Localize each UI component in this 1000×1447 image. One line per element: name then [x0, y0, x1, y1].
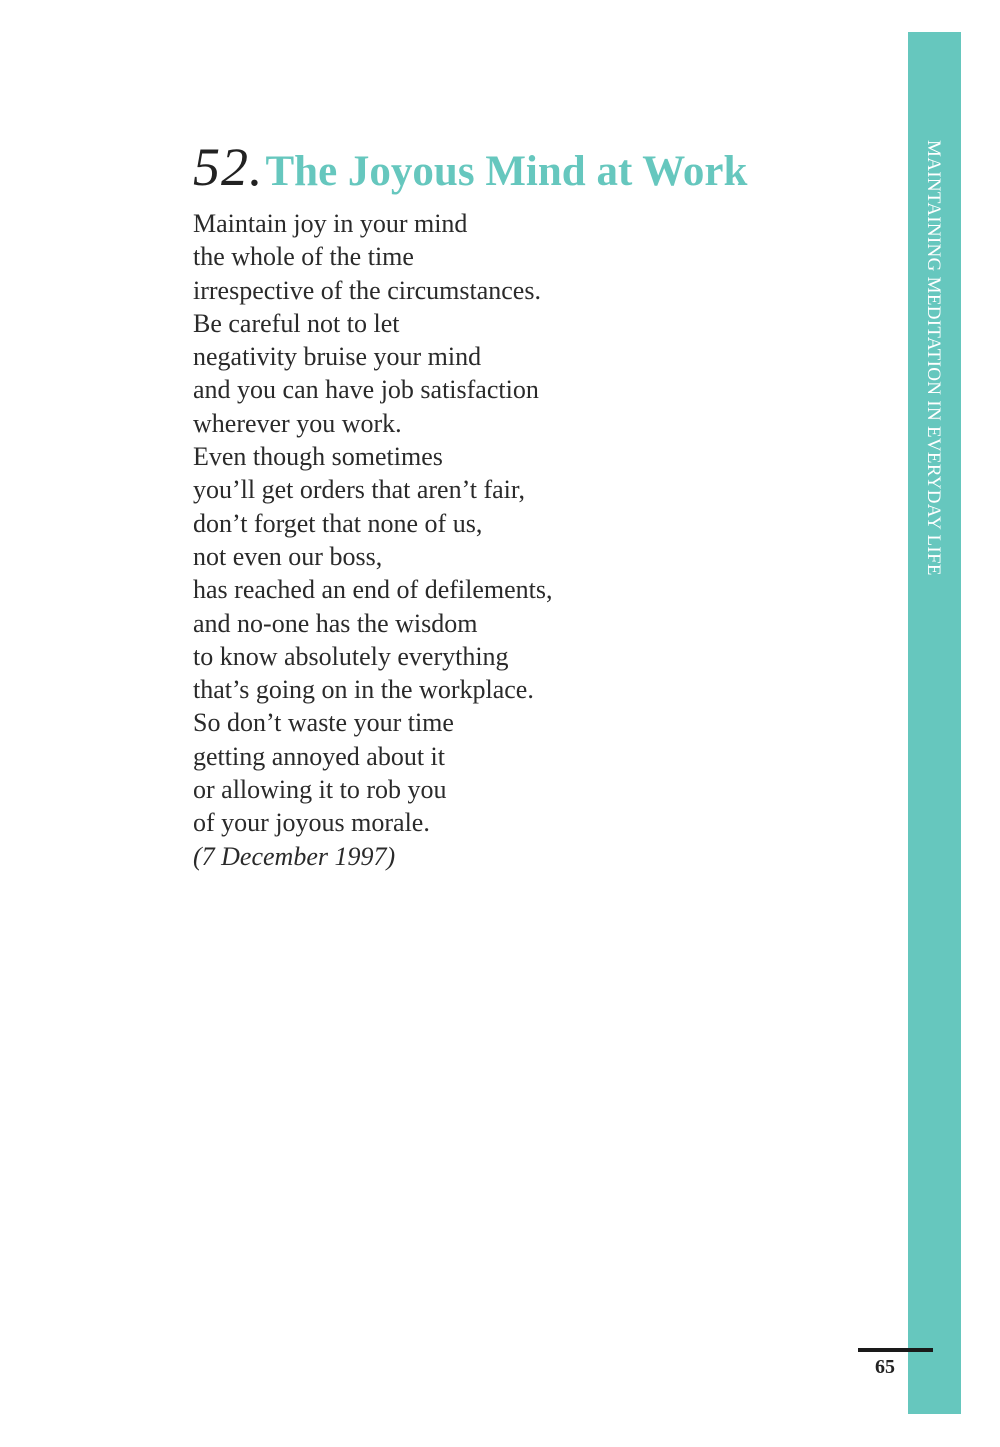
poem-line: of your joyous morale.	[193, 808, 430, 838]
poem-body	[193, 207, 553, 840]
chapter-side-tab-label-container	[908, 140, 961, 660]
poem-line: So don’t waste your time	[193, 708, 454, 738]
poem-line: Maintain joy in your mind	[193, 209, 468, 238]
poem-line: or allowing it to rob you	[193, 775, 447, 805]
poem-date: (7 December 1997)	[193, 842, 396, 871]
poem-line: Be careful not to let	[193, 308, 400, 338]
poem-line: wherever you work.	[193, 408, 402, 438]
page-number: 65	[875, 1356, 895, 1378]
poem-line: and you can have job satisfaction	[193, 375, 539, 405]
page-number-rule	[858, 1348, 933, 1352]
chapter-side-tab-label: MAINTAINING MEDITATION IN EVERYDAY LIFE	[923, 140, 944, 576]
poem-line: getting annoyed about it	[193, 741, 446, 771]
poem-line: negativity bruise your mind	[193, 342, 482, 372]
poem-line: not even our boss,	[193, 541, 383, 571]
poem-line: to know absolutely everything	[193, 641, 509, 671]
poem-line: has reached an end of defilements,	[193, 575, 553, 605]
poem-line: and no-one has the wisdom	[193, 608, 478, 638]
section-number: 52.	[193, 137, 264, 197]
poem-line: you’ll get orders that aren’t fair,	[193, 475, 526, 505]
poem-line: irrespective of the circumstances.	[193, 275, 541, 305]
poem-line: Even though sometimes	[193, 442, 443, 472]
poem-line: don’t forget that none of us,	[193, 508, 483, 538]
section-heading: The Joyous Mind at Work	[265, 148, 748, 195]
poem-line: that’s going on in the workplace.	[193, 675, 534, 705]
section-title	[193, 137, 748, 197]
poem-line: the whole of the time	[193, 242, 414, 272]
